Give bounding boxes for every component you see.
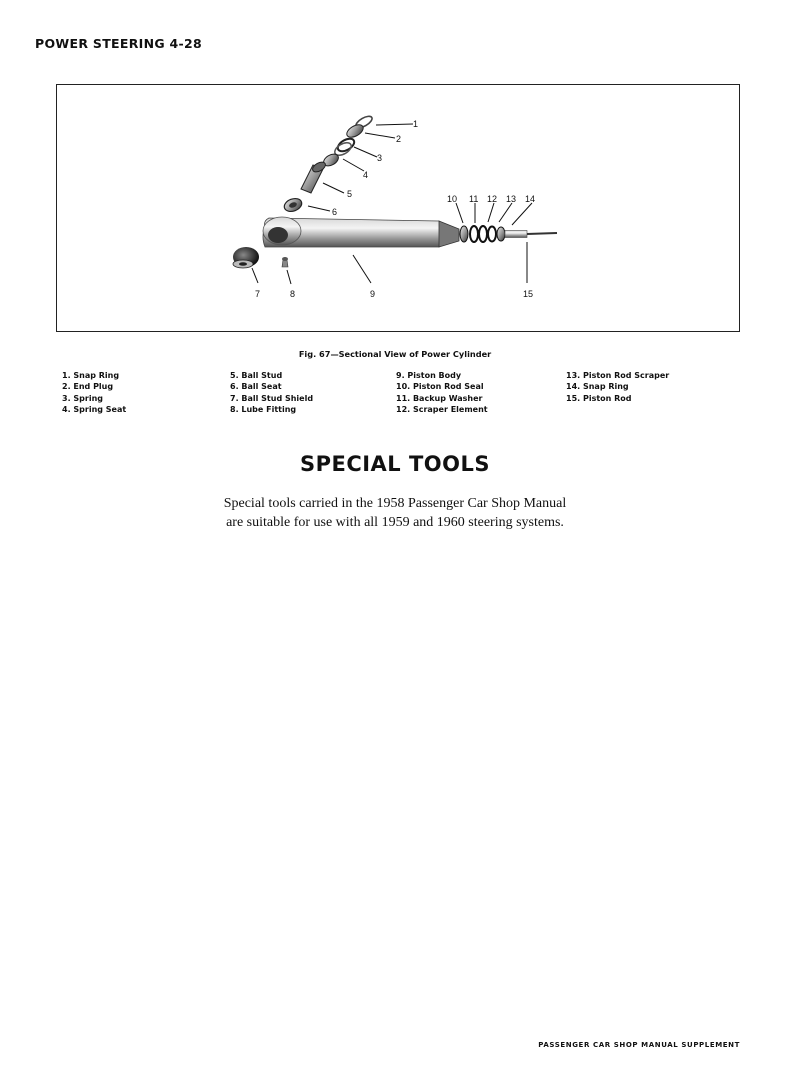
- ball-stud-part: [301, 160, 327, 193]
- part-item: 8. Lube Fitting: [230, 404, 297, 414]
- power-cylinder-illustration: [57, 85, 741, 333]
- callout-9: 9: [370, 289, 376, 299]
- end-plug-part: [345, 122, 366, 140]
- part-item: 2. End Plug: [62, 382, 114, 392]
- figure-power-cylinder: [56, 84, 740, 332]
- callout-10: 10: [447, 194, 458, 204]
- callout-8: 8: [290, 289, 296, 299]
- callout-7: 7: [255, 289, 261, 299]
- part-item: 9. Piston Body: [396, 371, 462, 380]
- part-item: 12. Scraper Element: [396, 404, 488, 414]
- lube-fitting-part: [282, 257, 288, 267]
- callout-3: 3: [377, 153, 383, 163]
- callout-11: 11: [469, 194, 479, 204]
- ball-stud-shield-part: [233, 247, 259, 268]
- part-item: 3. Spring: [62, 393, 103, 403]
- part-item: 15. Piston Rod: [566, 393, 632, 403]
- part-item: 6. Ball Seat: [230, 382, 282, 392]
- callout-1: 1: [413, 119, 419, 129]
- page-footer: PASSENGER CAR SHOP MANUAL SUPPLEMENT: [538, 1041, 740, 1049]
- body-line: Special tools carried in the 1958 Passenger Car Shop Manual: [223, 496, 567, 511]
- callout-4: 4: [363, 170, 369, 180]
- figure-caption: Fig. 67—Sectional View of Power Cylinder: [298, 349, 492, 359]
- callout-2: 2: [396, 134, 402, 144]
- part-item: 11. Backup Washer: [396, 393, 483, 403]
- piston-body-part: [263, 217, 459, 247]
- part-item: 5. Ball Stud: [230, 371, 283, 380]
- part-item: 10. Piston Rod Seal: [396, 382, 484, 392]
- callout-6: 6: [332, 207, 338, 217]
- parts-column-1: [62, 370, 232, 415]
- parts-column-3: [396, 370, 566, 415]
- callout-5: 5: [347, 189, 353, 199]
- callout-15: 15: [523, 289, 534, 299]
- body-paragraph: [0, 494, 790, 532]
- callout-12: 12: [487, 194, 498, 204]
- parts-list: [62, 370, 742, 420]
- part-item: 7. Ball Stud Shield: [230, 393, 314, 403]
- piston-rod-part: [505, 231, 557, 238]
- ball-seat-part: [282, 196, 303, 213]
- section-heading: SPECIAL TOOLS: [299, 452, 491, 476]
- part-item: 14. Snap Ring: [566, 382, 629, 392]
- parts-column-2: [230, 370, 400, 415]
- body-line: are suitable for use with all 1959 and 1960 steering systems.: [226, 515, 564, 530]
- callout-14: 14: [525, 194, 536, 204]
- parts-column-4: [566, 370, 736, 404]
- part-item: 13. Piston Rod Scraper: [566, 371, 670, 380]
- callout-13: 13: [506, 194, 517, 204]
- part-item: 4. Spring Seat: [62, 404, 127, 414]
- seal-stack-part: [460, 226, 505, 242]
- part-item: 1. Snap Ring: [62, 371, 120, 380]
- page-header: POWER STEERING 4-28: [35, 36, 203, 51]
